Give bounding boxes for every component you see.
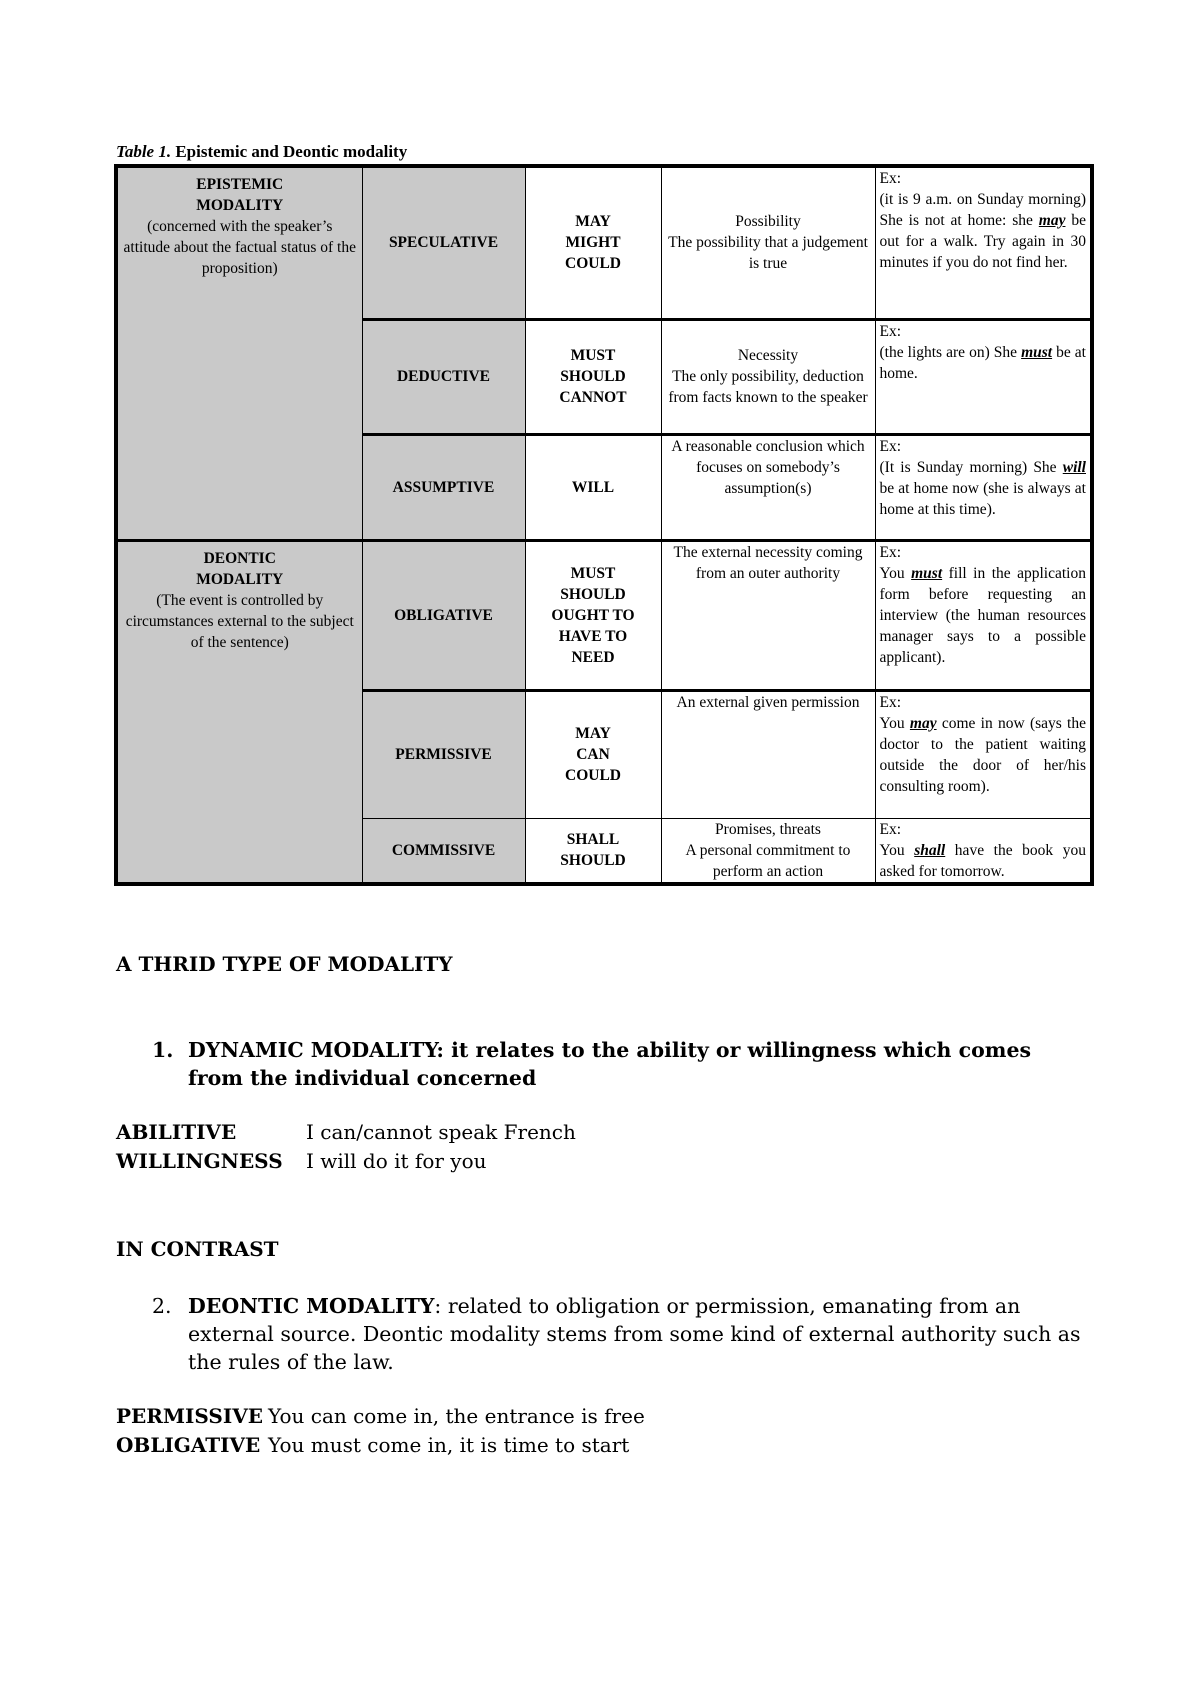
deontic-title-2: MODALITY	[196, 570, 284, 588]
verb: CANNOT	[559, 389, 627, 406]
modality-table	[114, 164, 1094, 886]
example-value: I will do it for you	[306, 1149, 487, 1173]
willingness-example	[116, 1149, 487, 1173]
example-text: (it is 9 a.m. on Sunday morning) She is not at home: she	[879, 191, 1086, 229]
example-key: OBLIGATIVE	[116, 1433, 261, 1457]
example-modal: will	[1062, 458, 1086, 476]
item-number: 1.	[152, 1038, 174, 1062]
example-key: WILLINGNESS	[116, 1149, 283, 1173]
table-row	[116, 166, 1092, 319]
verb: SHOULD	[560, 585, 626, 603]
permissive-example	[116, 1404, 645, 1428]
example-text: be out for a walk. Try again in 30 minutes if you do not find her.	[879, 212, 1086, 271]
example-text: be at home now (she is always at home at this time).	[879, 479, 1086, 518]
meaning-text: A personal commitment to perform an action	[685, 841, 851, 880]
example-text: You	[879, 564, 912, 582]
meaning-title: Possibility	[735, 213, 801, 231]
verb: SHALL	[566, 831, 620, 849]
verb: MAY	[575, 213, 611, 231]
example-label: Ex:	[879, 820, 902, 838]
meaning-text: The possibility that a judgement is true	[668, 234, 868, 273]
example-modal: must	[1021, 343, 1053, 361]
meaning-cell	[661, 818, 875, 884]
type-cell: PERMISSIVE	[362, 690, 525, 818]
example-text: You	[879, 714, 910, 732]
verb: CAN	[576, 746, 610, 763]
verbs-cell	[525, 540, 661, 690]
type-cell: SPECULATIVE	[362, 166, 525, 319]
verb: MAY	[575, 725, 611, 742]
example-cell	[875, 319, 1092, 434]
deontic-title: DEONTIC	[203, 549, 276, 567]
epistemic-category-cell	[116, 166, 362, 540]
example-cell	[875, 540, 1092, 690]
verb: MIGHT	[565, 234, 621, 252]
verb: MUST	[570, 347, 616, 364]
type-cell: OBLIGATIVE	[362, 540, 525, 690]
example-text: (the lights are on) She	[879, 343, 1022, 361]
verb: MUST	[570, 564, 616, 582]
verbs-cell	[525, 690, 661, 818]
table-row	[116, 540, 1092, 690]
meaning-title: Promises, threats	[715, 820, 821, 838]
example-label: Ex:	[879, 543, 902, 561]
example-text: be at home.	[879, 343, 1086, 382]
verbs-cell	[525, 818, 661, 884]
verbs-cell	[525, 319, 661, 434]
example-modal: may	[909, 714, 937, 732]
epistemic-description: (concerned with the speaker’s attitude about the factual status of the proposition)	[123, 218, 356, 277]
meaning-title: Necessity	[737, 347, 799, 364]
example-label: Ex:	[879, 437, 902, 455]
meaning-cell	[661, 540, 875, 690]
epistemic-title: EPISTEMIC	[196, 176, 284, 193]
example-text: (It is Sunday morning) She	[879, 458, 1063, 476]
example-text: fill in the application form before requesting an interview (the human resources manager says to a possible applicant).	[879, 564, 1086, 666]
meaning-cell	[661, 319, 875, 434]
example-text: come in now (says the doctor to the patient waiting outside the door of her/his consulting room).	[879, 714, 1086, 795]
example-key: PERMISSIVE	[116, 1404, 263, 1428]
example-key: ABILITIVE	[116, 1120, 237, 1144]
contrast-heading: IN CONTRAST	[116, 1237, 279, 1261]
type-cell: ASSUMPTIVE	[362, 434, 525, 540]
example-modal: may	[1038, 212, 1066, 229]
example-text: You	[879, 841, 915, 859]
type-cell: COMMISSIVE	[362, 818, 525, 884]
meaning-text: The external necessity coming from an outer authority	[673, 543, 863, 582]
meaning-text: A reasonable conclusion which focuses on somebody’s assumption(s)	[671, 437, 865, 497]
deontic-description: (The event is controlled by circumstances external to the subject of the sentence)	[125, 591, 354, 651]
abilitive-example	[116, 1120, 576, 1144]
example-cell	[875, 166, 1092, 319]
item-lead: DEONTIC MODALITY	[188, 1294, 435, 1318]
numbered-item-2	[152, 1292, 1092, 1376]
caption-label: Table 1.	[116, 142, 172, 161]
example-text: have the book you asked for tomorrow.	[879, 841, 1086, 880]
epistemic-title-2: MODALITY	[196, 197, 284, 214]
example-modal: shall	[914, 841, 946, 859]
verb: SHOULD	[560, 368, 626, 385]
item-text: DYNAMIC MODALITY: it relates to the ability or willingness which comes from the individual concerned	[188, 1038, 1032, 1090]
meaning-text: The only possibility, deduction from facts known to the speaker	[668, 368, 868, 406]
type-cell: DEDUCTIVE	[362, 319, 525, 434]
verb: OUGHT TO	[551, 606, 635, 624]
example-label: Ex:	[879, 693, 902, 711]
example-cell	[875, 690, 1092, 818]
example-modal: must	[911, 564, 943, 582]
verb: COULD	[565, 767, 621, 784]
meaning-cell	[661, 690, 875, 818]
caption-text: Epistemic and Deontic modality	[171, 142, 408, 161]
verb: SHOULD	[560, 852, 626, 870]
item-number: 2.	[152, 1294, 172, 1318]
verbs-cell	[525, 434, 661, 540]
obligative-example	[116, 1433, 629, 1457]
item-text: : related to obligation or permission, emanating from an external source. Deontic modality stems from some kind of external authority such as the rules of the law.	[188, 1294, 1081, 1374]
example-cell	[875, 818, 1092, 884]
verb: HAVE TO	[558, 627, 628, 645]
verb: WILL	[571, 478, 615, 496]
example-value: You can come in, the entrance is free	[268, 1404, 645, 1428]
verb: COULD	[565, 255, 621, 273]
third-type-heading: A THRID TYPE OF MODALITY	[116, 952, 453, 976]
deontic-category-cell	[116, 540, 362, 884]
example-value: You must come in, it is time to start	[268, 1433, 630, 1457]
meaning-text: An external given permission	[676, 693, 860, 711]
verb: NEED	[571, 648, 615, 666]
meaning-cell	[661, 434, 875, 540]
meaning-cell	[661, 166, 875, 319]
example-cell	[875, 434, 1092, 540]
example-label: Ex:	[879, 322, 902, 340]
numbered-item-1	[152, 1036, 1092, 1092]
example-value: I can/cannot speak French	[306, 1120, 576, 1144]
table-caption	[116, 142, 407, 162]
example-label: Ex:	[879, 170, 902, 187]
verbs-cell	[525, 166, 661, 319]
